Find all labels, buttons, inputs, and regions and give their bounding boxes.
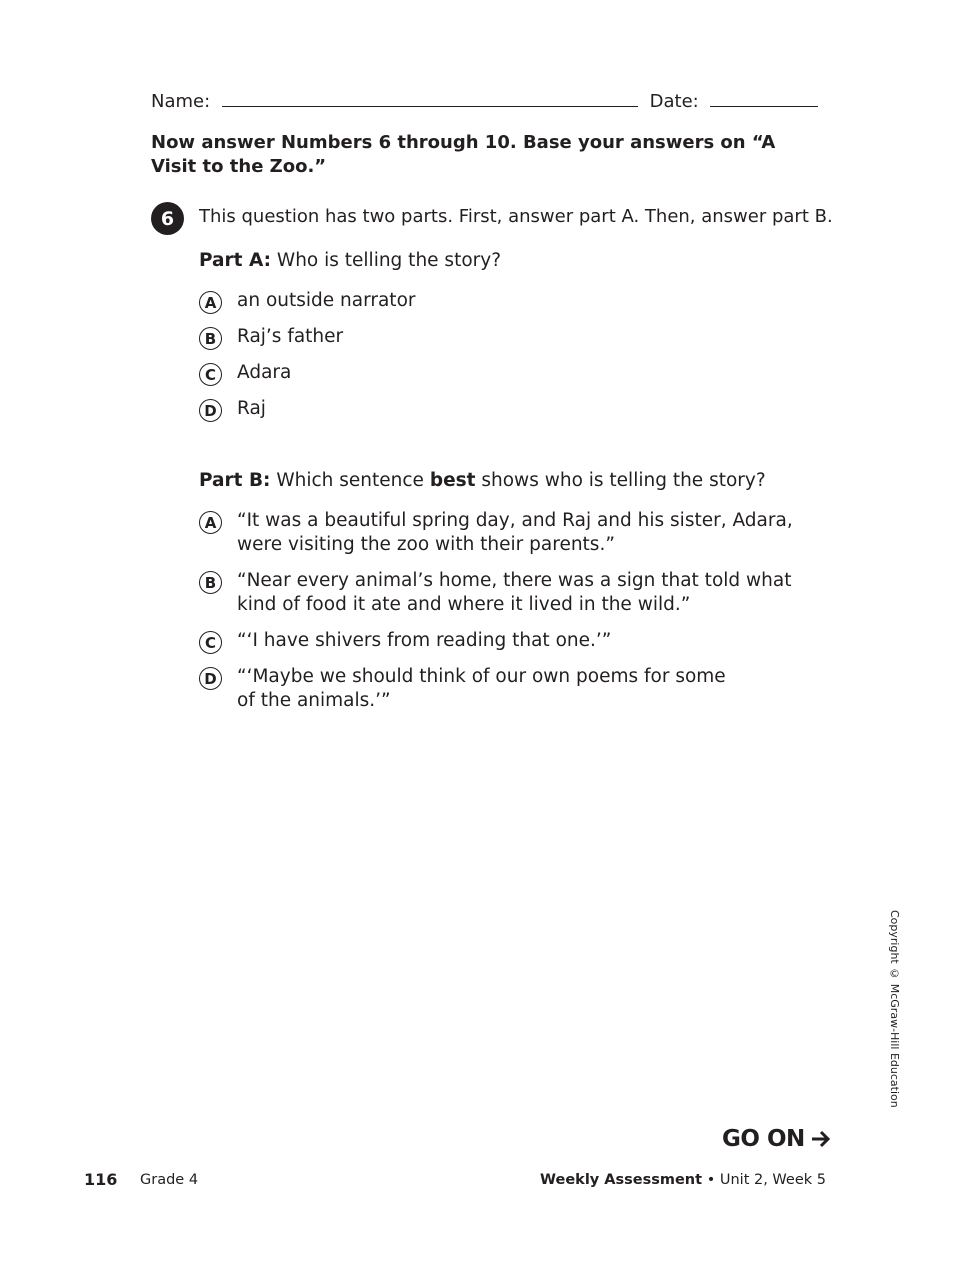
part-a-prompt: Who is telling the story? [276, 250, 502, 271]
go-on-label: GO ON [722, 1126, 805, 1152]
option-text: “‘Maybe we should think of our own poems for some of the animals.’” [237, 666, 726, 711]
question-number-badge: 6 [151, 202, 184, 235]
answer-bubble[interactable]: B [199, 327, 222, 350]
part-b-prompt-emphasis: best [429, 470, 476, 491]
part-b-heading [199, 470, 766, 491]
date-field[interactable] [710, 88, 818, 107]
part-b-prompt-start: Which sentence [276, 470, 424, 491]
grade-label: Grade 4 [140, 1172, 199, 1188]
date-label: Date: [649, 91, 699, 112]
answer-bubble[interactable]: C [199, 363, 222, 386]
answer-bubble[interactable]: C [199, 631, 222, 654]
question-text: This question has two parts. First, answer part A. Then, answer part B. [199, 206, 833, 227]
name-field[interactable] [222, 88, 638, 107]
part-a-option-d[interactable] [199, 400, 266, 422]
page-number: 116 [84, 1170, 118, 1189]
go-on-indicator [722, 1126, 831, 1152]
answer-bubble[interactable]: D [199, 399, 222, 422]
arrow-right-icon [811, 1130, 831, 1148]
option-text: “It was a beautiful spring day, and Raj and his sister, Adara, were visiting the zoo with their parents.” [237, 510, 793, 555]
part-a-label: Part A: [199, 250, 272, 271]
unit-week: Unit 2, Week 5 [719, 1172, 826, 1188]
part-a-option-c[interactable] [199, 364, 291, 386]
part-a-heading [199, 250, 501, 271]
part-b-option-d[interactable] [199, 668, 729, 713]
assessment-info [540, 1172, 826, 1188]
answer-bubble[interactable]: B [199, 571, 222, 594]
assessment-title: Weekly Assessment [540, 1172, 703, 1188]
answer-bubble[interactable]: D [199, 667, 222, 690]
answer-bubble[interactable]: A [199, 511, 222, 534]
part-a-option-a[interactable] [199, 292, 416, 314]
footer-separator: • [706, 1172, 716, 1188]
name-date-row [151, 88, 818, 112]
part-b-option-a[interactable] [199, 512, 819, 557]
option-text: Raj [237, 398, 266, 419]
part-b-prompt-end: shows who is telling the story? [481, 470, 766, 491]
option-text: “Near every animal’s home, there was a sign that told what kind of food it ate and where it lived in the wild.” [237, 570, 792, 615]
copyright-notice: Copyright © McGraw-Hill Education [888, 910, 901, 1108]
answer-bubble[interactable]: A [199, 291, 222, 314]
part-a-option-b[interactable] [199, 328, 343, 350]
option-text: Raj’s father [237, 326, 344, 347]
instructions: Now answer Numbers 6 through 10. Base your answers on “A Visit to the Zoo.” [151, 132, 776, 177]
part-b-option-b[interactable] [199, 572, 819, 617]
option-text: “‘I have shivers from reading that one.’” [237, 630, 612, 651]
name-label: Name: [151, 91, 211, 112]
option-text: an outside narrator [237, 290, 416, 311]
option-text: Adara [237, 362, 292, 383]
part-b-option-c[interactable] [199, 632, 819, 654]
part-b-label: Part B: [199, 470, 271, 491]
